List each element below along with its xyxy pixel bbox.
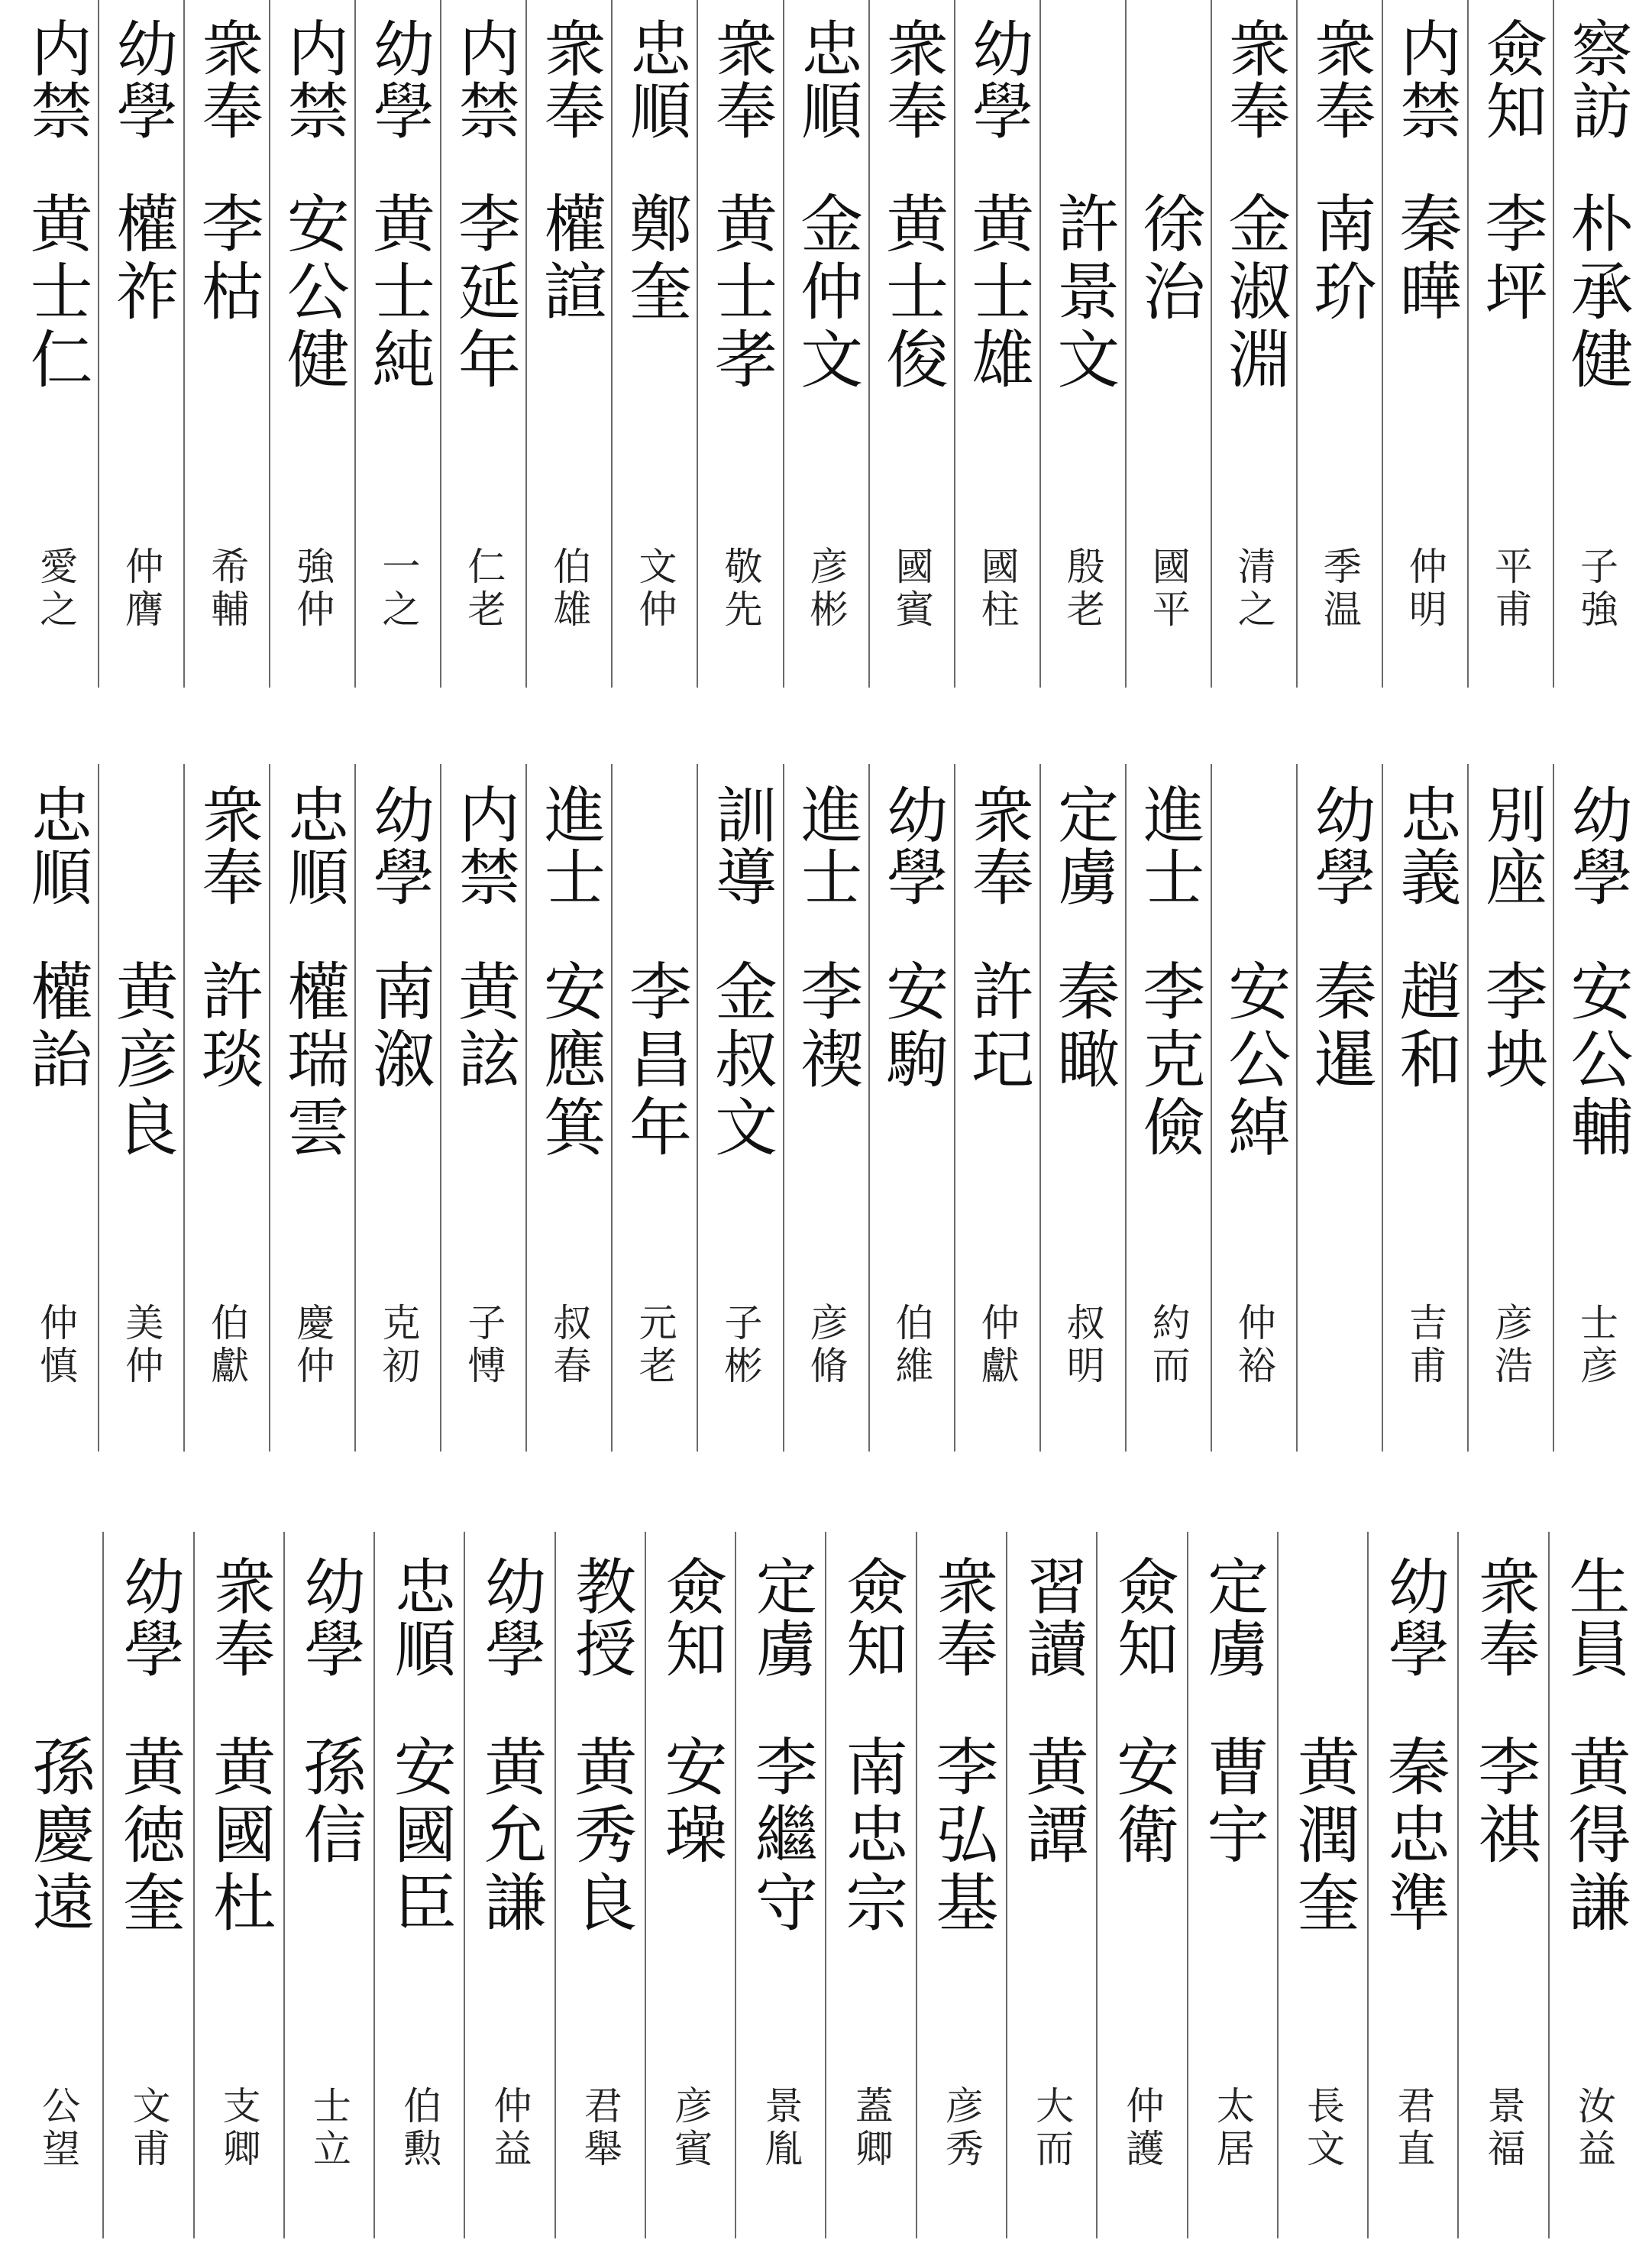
courtesy-name: 子強 bbox=[1573, 546, 1618, 632]
official-title: 内禁 bbox=[448, 17, 520, 142]
courtesy-name: 美仲 bbox=[119, 1303, 164, 1388]
courtesy-name: 叔春 bbox=[547, 1303, 592, 1388]
courtesy-name: 國平 bbox=[1146, 546, 1191, 632]
person-name: 黄士孝 bbox=[704, 191, 778, 394]
register-column bbox=[1006, 1532, 1096, 2238]
register-column bbox=[269, 0, 354, 688]
official-title: 別座 bbox=[1475, 783, 1547, 908]
person-name: 許景文 bbox=[1046, 191, 1120, 394]
person-name: 曹宇 bbox=[1196, 1734, 1269, 1870]
person-name: 黄彦良 bbox=[105, 959, 179, 1162]
register-column bbox=[1382, 0, 1467, 688]
register-column bbox=[183, 764, 269, 1452]
courtesy-name: 吉甫 bbox=[1402, 1303, 1447, 1388]
register-column bbox=[14, 0, 98, 688]
courtesy-name: 彦浩 bbox=[1488, 1303, 1533, 1388]
courtesy-name: 叔明 bbox=[1060, 1303, 1105, 1388]
person-name: 李枯 bbox=[191, 191, 264, 327]
person-name: 權詒 bbox=[20, 959, 93, 1095]
register-column bbox=[697, 0, 782, 688]
register-column bbox=[1125, 0, 1211, 688]
official-title: 教授 bbox=[564, 1555, 636, 1680]
person-name: 安公健 bbox=[276, 191, 350, 394]
courtesy-name: 愛之 bbox=[34, 546, 79, 632]
courtesy-name: 一之 bbox=[376, 546, 421, 632]
register-column bbox=[783, 0, 868, 688]
register-column bbox=[354, 764, 440, 1452]
official-title: 僉知 bbox=[1475, 17, 1547, 142]
person-name: 黄允謙 bbox=[474, 1734, 547, 1937]
person-name: 權諠 bbox=[533, 191, 606, 327]
person-name: 秦忠準 bbox=[1377, 1734, 1450, 1937]
register-column bbox=[1277, 1532, 1367, 2238]
courtesy-name: 君直 bbox=[1391, 2086, 1436, 2171]
register-column bbox=[440, 0, 525, 688]
official-title: 僉知 bbox=[1107, 1555, 1178, 1680]
person-name: 安衛 bbox=[1106, 1734, 1179, 1870]
person-name: 朴承健 bbox=[1560, 191, 1633, 394]
courtesy-name: 伯獻 bbox=[205, 1303, 250, 1388]
official-title: 訓導 bbox=[705, 783, 777, 908]
person-name: 安駒 bbox=[875, 959, 949, 1095]
courtesy-name: 慶仲 bbox=[290, 1303, 335, 1388]
official-title: 内禁 bbox=[448, 783, 520, 908]
courtesy-name: 景福 bbox=[1481, 2086, 1526, 2171]
register-column bbox=[1457, 1532, 1547, 2238]
courtesy-name: 殷老 bbox=[1060, 546, 1105, 632]
person-name: 黄詃 bbox=[448, 959, 521, 1095]
person-name: 南溆 bbox=[362, 959, 435, 1095]
official-title: 生員 bbox=[1558, 1555, 1630, 1680]
register-column bbox=[1039, 0, 1125, 688]
courtesy-name: 仲益 bbox=[487, 2086, 532, 2171]
courtesy-name: 平甫 bbox=[1488, 546, 1533, 632]
courtesy-name: 支卿 bbox=[216, 2086, 261, 2171]
person-name: 黄潤奎 bbox=[1287, 1734, 1360, 1937]
official-title: 定虜 bbox=[745, 1555, 817, 1680]
official-title: 忠順 bbox=[790, 17, 862, 142]
official-title: 進士 bbox=[534, 783, 606, 908]
register-column bbox=[611, 764, 697, 1452]
courtesy-name: 伯勲 bbox=[397, 2086, 442, 2171]
person-name: 李禊 bbox=[790, 959, 863, 1095]
person-name: 李祺 bbox=[1467, 1734, 1540, 1870]
official-title: 幼學 bbox=[1378, 1555, 1450, 1680]
register-column bbox=[554, 1532, 645, 2238]
register-column bbox=[735, 1532, 825, 2238]
register-column bbox=[98, 0, 183, 688]
person-name: 安應箕 bbox=[533, 959, 606, 1162]
register-column bbox=[1211, 764, 1296, 1452]
register-column bbox=[98, 764, 183, 1452]
courtesy-name: 公望 bbox=[36, 2086, 81, 2171]
person-name: 黄得謙 bbox=[1557, 1734, 1631, 1937]
official-title: 衆奉 bbox=[962, 783, 1033, 908]
register-column bbox=[868, 0, 954, 688]
official-title: 衆奉 bbox=[926, 1555, 997, 1680]
official-title: 内禁 bbox=[1389, 17, 1461, 142]
person-name: 李延年 bbox=[448, 191, 521, 394]
register-column bbox=[916, 1532, 1006, 2238]
official-title: 衆奉 bbox=[192, 783, 263, 908]
official-title: 幼學 bbox=[1304, 783, 1376, 908]
official-title: 内禁 bbox=[21, 17, 92, 142]
official-title: 僉知 bbox=[655, 1555, 727, 1680]
register-column bbox=[102, 1532, 192, 2238]
person-name: 金仲文 bbox=[790, 191, 863, 394]
official-title: 衆奉 bbox=[203, 1555, 275, 1680]
official-title: 定虜 bbox=[1197, 1555, 1269, 1680]
person-name: 黄譚 bbox=[1016, 1734, 1089, 1870]
register-column bbox=[1211, 0, 1296, 688]
courtesy-name: 彦賓 bbox=[668, 2086, 713, 2171]
courtesy-name: 仲明 bbox=[1402, 546, 1447, 632]
person-name: 許玘 bbox=[961, 959, 1034, 1095]
person-name: 黄徳奎 bbox=[112, 1734, 186, 1937]
courtesy-name: 子彬 bbox=[718, 1303, 763, 1388]
official-title: 幼學 bbox=[293, 1555, 365, 1680]
courtesy-name: 彦彬 bbox=[803, 546, 849, 632]
person-name: 李坱 bbox=[1474, 959, 1547, 1095]
official-title: 幼學 bbox=[876, 783, 948, 908]
official-title: 内禁 bbox=[277, 17, 349, 142]
register-column bbox=[1553, 764, 1638, 1452]
courtesy-name: 清之 bbox=[1231, 546, 1276, 632]
courtesy-name: 大而 bbox=[1030, 2086, 1075, 2171]
person-name: 安國臣 bbox=[383, 1734, 457, 1937]
register-column bbox=[1553, 0, 1638, 688]
courtesy-name: 約而 bbox=[1146, 1303, 1191, 1388]
register-band-upper bbox=[14, 0, 1638, 688]
official-title: 僉知 bbox=[836, 1555, 907, 1680]
person-name: 秦瞰 bbox=[1046, 959, 1120, 1095]
person-name: 權祚 bbox=[105, 191, 179, 327]
register-column bbox=[1548, 1532, 1638, 2238]
courtesy-name: 仁老 bbox=[461, 546, 506, 632]
register-column bbox=[440, 764, 525, 1452]
person-name: 黄士仁 bbox=[20, 191, 93, 394]
person-name: 金叔文 bbox=[704, 959, 778, 1162]
register-column bbox=[1467, 764, 1553, 1452]
person-name: 安公輔 bbox=[1560, 959, 1633, 1162]
register-column bbox=[464, 1532, 554, 2238]
register-column bbox=[954, 764, 1039, 1452]
official-title: 衆奉 bbox=[705, 17, 777, 142]
person-name: 趙和 bbox=[1389, 959, 1462, 1095]
courtesy-name: 克初 bbox=[376, 1303, 421, 1388]
official-title: 衆奉 bbox=[534, 17, 606, 142]
official-title: 忠順 bbox=[619, 17, 691, 142]
register-column bbox=[193, 1532, 283, 2238]
official-title: 衆奉 bbox=[1218, 17, 1290, 142]
person-name: 黄士俊 bbox=[875, 191, 949, 394]
register-column bbox=[183, 0, 269, 688]
official-title: 衆奉 bbox=[1468, 1555, 1540, 1680]
official-title: 衆奉 bbox=[876, 17, 948, 142]
register-column bbox=[1296, 0, 1382, 688]
official-title: 幼學 bbox=[962, 17, 1033, 142]
courtesy-name: 太居 bbox=[1210, 2086, 1255, 2171]
official-title: 忠順 bbox=[277, 783, 349, 908]
courtesy-name: 彦脩 bbox=[803, 1303, 849, 1388]
register-column bbox=[1367, 1532, 1457, 2238]
person-name: 南忠宗 bbox=[835, 1734, 908, 1937]
courtesy-name: 文甫 bbox=[126, 2086, 171, 2171]
person-name: 黄秀良 bbox=[564, 1734, 637, 1937]
courtesy-name: 強仲 bbox=[290, 546, 335, 632]
person-name: 李繼守 bbox=[745, 1734, 818, 1937]
register-column bbox=[1382, 764, 1467, 1452]
register-column bbox=[525, 0, 611, 688]
official-title: 幼學 bbox=[106, 17, 178, 142]
person-name: 李昌年 bbox=[619, 959, 692, 1162]
register-column bbox=[825, 1532, 915, 2238]
courtesy-name: 仲膺 bbox=[119, 546, 164, 632]
register-band-lower bbox=[14, 1532, 1638, 2238]
courtesy-name: 君舉 bbox=[577, 2086, 622, 2171]
person-name: 黄士雄 bbox=[961, 191, 1034, 394]
official-title: 進士 bbox=[790, 783, 862, 908]
register-column bbox=[1296, 764, 1382, 1452]
person-name: 秦暹 bbox=[1303, 959, 1376, 1095]
official-title: 衆奉 bbox=[1304, 17, 1376, 142]
official-title: 幼學 bbox=[363, 783, 435, 908]
courtesy-name: 希輔 bbox=[205, 546, 250, 632]
courtesy-name: 景胤 bbox=[758, 2086, 803, 2171]
official-title: 幼學 bbox=[113, 1555, 185, 1680]
register-column bbox=[1125, 764, 1211, 1452]
official-title: 忠義 bbox=[1389, 783, 1461, 908]
person-name: 李弘基 bbox=[925, 1734, 998, 1937]
person-name: 安公綽 bbox=[1217, 959, 1291, 1162]
register-column bbox=[611, 0, 697, 688]
register-column bbox=[697, 764, 782, 1452]
official-title: 進士 bbox=[1133, 783, 1204, 908]
person-name: 南玠 bbox=[1303, 191, 1376, 327]
person-name: 黄國杜 bbox=[202, 1734, 276, 1937]
register-column bbox=[354, 0, 440, 688]
courtesy-name: 國柱 bbox=[975, 546, 1020, 632]
courtesy-name: 元老 bbox=[632, 1303, 677, 1388]
courtesy-name: 仲裕 bbox=[1231, 1303, 1276, 1388]
courtesy-name: 國賓 bbox=[889, 546, 934, 632]
official-title: 幼學 bbox=[474, 1555, 546, 1680]
register-column bbox=[1187, 1532, 1277, 2238]
register-band-middle bbox=[14, 764, 1638, 1452]
courtesy-name: 蓋卿 bbox=[849, 2086, 894, 2171]
register-column bbox=[954, 0, 1039, 688]
register-column bbox=[14, 764, 98, 1452]
register-column bbox=[1467, 0, 1553, 688]
courtesy-name: 仲慎 bbox=[34, 1303, 79, 1388]
courtesy-name: 子愽 bbox=[461, 1303, 506, 1388]
register-column bbox=[283, 1532, 373, 2238]
register-column bbox=[868, 764, 954, 1452]
person-name: 權瑞雲 bbox=[276, 959, 350, 1162]
register-column bbox=[1039, 764, 1125, 1452]
courtesy-name: 士立 bbox=[306, 2086, 351, 2171]
courtesy-name: 伯雄 bbox=[547, 546, 592, 632]
register-column bbox=[1096, 1532, 1186, 2238]
official-title: 定虜 bbox=[1047, 783, 1119, 908]
person-name: 徐治 bbox=[1132, 191, 1205, 327]
person-name: 黄士純 bbox=[362, 191, 435, 394]
person-name: 孫慶遠 bbox=[22, 1734, 95, 1937]
person-name: 孫信 bbox=[293, 1734, 366, 1870]
courtesy-name: 伯維 bbox=[889, 1303, 934, 1388]
person-name: 李坪 bbox=[1474, 191, 1547, 327]
official-title: 忠順 bbox=[21, 783, 92, 908]
official-title: 幼學 bbox=[1560, 783, 1632, 908]
register-column bbox=[645, 1532, 735, 2238]
official-title: 習讀 bbox=[1017, 1555, 1088, 1680]
register-column bbox=[525, 764, 611, 1452]
person-name: 安璪 bbox=[655, 1734, 728, 1870]
person-name: 許琰 bbox=[191, 959, 264, 1095]
register-column bbox=[373, 1532, 464, 2238]
official-title: 衆奉 bbox=[192, 17, 263, 142]
courtesy-name: 汝益 bbox=[1571, 2086, 1616, 2171]
courtesy-name: 彦秀 bbox=[939, 2086, 984, 2171]
register-column bbox=[783, 764, 868, 1452]
register-column bbox=[269, 764, 354, 1452]
official-title: 忠順 bbox=[384, 1555, 456, 1680]
person-name: 鄭奎 bbox=[619, 191, 692, 327]
person-name: 金淑淵 bbox=[1217, 191, 1291, 394]
courtesy-name: 季温 bbox=[1317, 546, 1362, 632]
courtesy-name: 長文 bbox=[1301, 2086, 1346, 2171]
courtesy-name: 士彦 bbox=[1573, 1303, 1618, 1388]
courtesy-name: 仲護 bbox=[1120, 2086, 1165, 2171]
register-column bbox=[14, 1532, 102, 2238]
courtesy-name: 敬先 bbox=[718, 546, 763, 632]
person-name: 李克儉 bbox=[1132, 959, 1205, 1162]
courtesy-name: 仲獻 bbox=[975, 1303, 1020, 1388]
official-title: 察訪 bbox=[1560, 17, 1632, 142]
official-title: 幼學 bbox=[363, 17, 435, 142]
courtesy-name: 文仲 bbox=[632, 546, 677, 632]
person-name: 秦曄 bbox=[1389, 191, 1462, 327]
